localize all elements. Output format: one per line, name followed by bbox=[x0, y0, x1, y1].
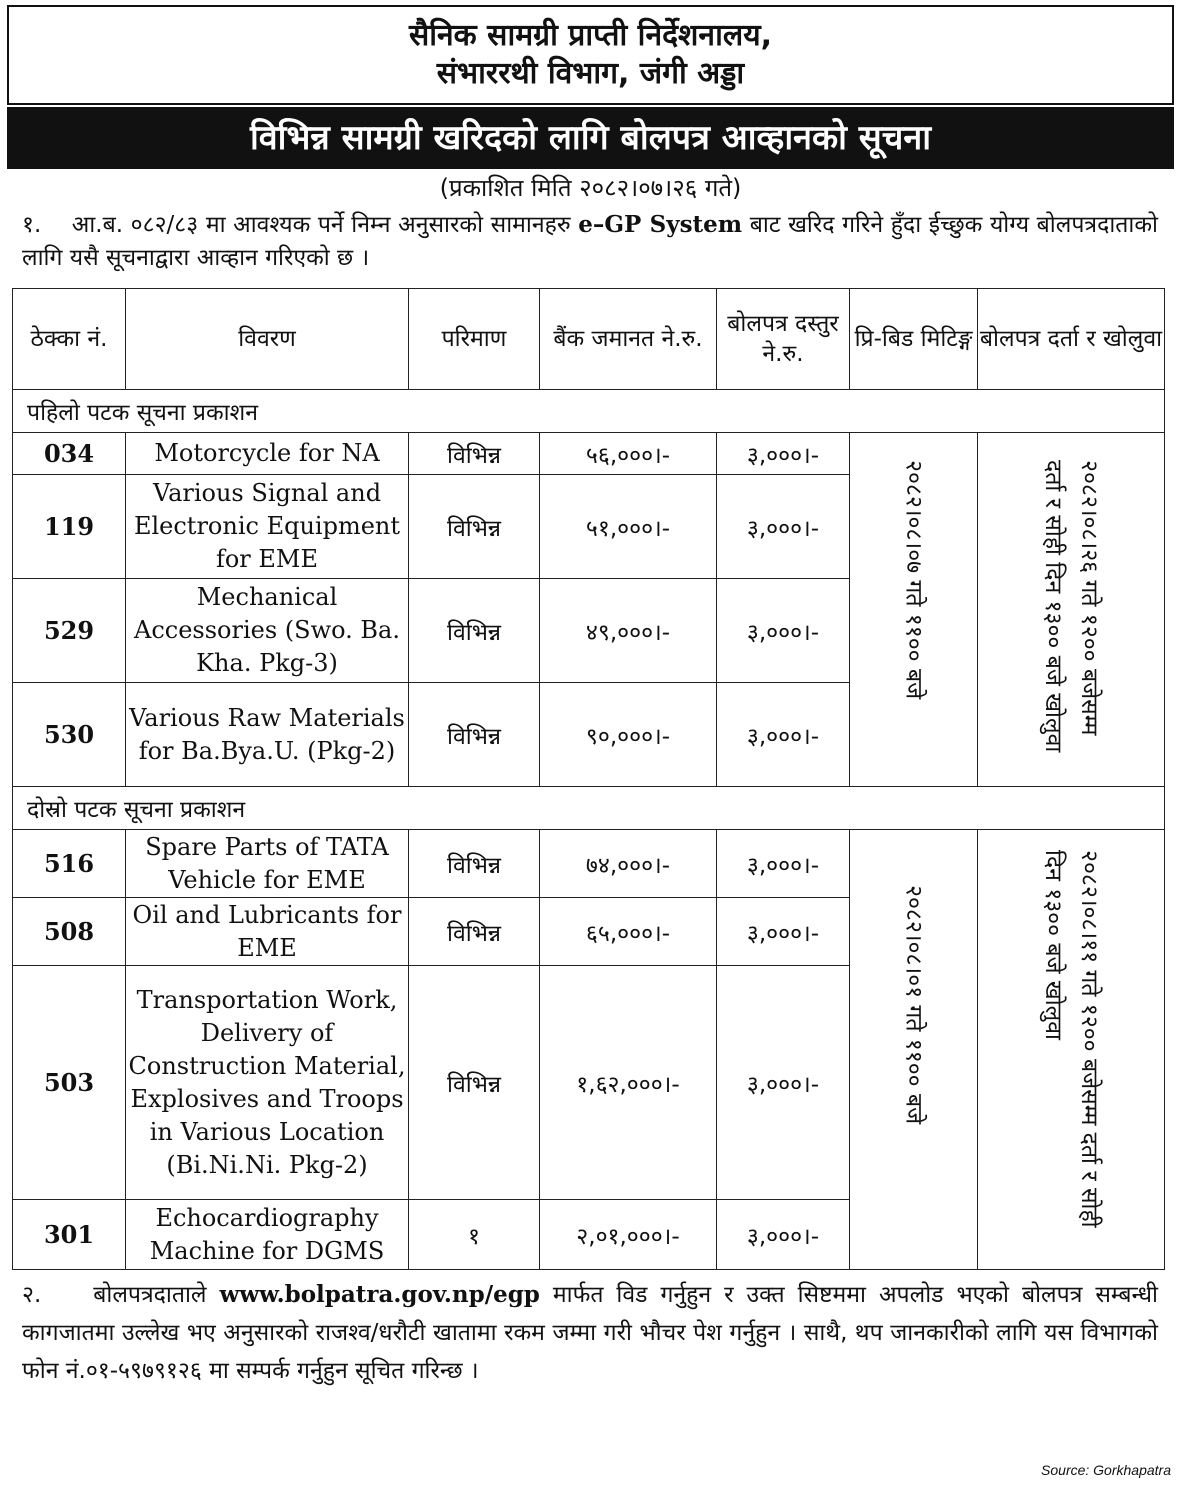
section-title-first: पहिलो पटक सूचना प्रकाशन bbox=[13, 390, 1165, 433]
footer-number: २. bbox=[22, 1282, 42, 1308]
tender-quantity: विभिन्न bbox=[409, 898, 540, 966]
tender-bid-fee: ३,०००।- bbox=[717, 433, 850, 475]
intro-system: e–GP System bbox=[578, 211, 743, 238]
tender-bid-fee: ३,०००।- bbox=[717, 475, 850, 579]
header-submission: बोलपत्र दर्ता र खोलुवा bbox=[978, 289, 1165, 390]
tender-no: 119 bbox=[13, 475, 126, 579]
org-line-1: सैनिक सामग्री प्राप्ती निर्देशनालय, bbox=[408, 18, 772, 53]
tender-bank-guarantee: ६५,०००।- bbox=[540, 898, 717, 966]
tender-description: Various Raw Materials for Ba.Bya.U. (Pkg-2) bbox=[126, 683, 409, 787]
tender-no: 530 bbox=[13, 683, 126, 787]
submission-cell-second bbox=[978, 830, 1165, 1270]
section-row bbox=[13, 390, 1165, 433]
tender-description: Mechanical Accessories (Swo. Ba. Kha. Pkg-3) bbox=[126, 579, 409, 683]
tender-bid-fee: ३,०००।- bbox=[717, 683, 850, 787]
header-tender-no: ठेक्का नं. bbox=[13, 289, 126, 390]
intro-text-after: बाट खरिद गरिने हुँदा ईच्छुक योग्य बोलपत्रदाताको लागि यसै सूचनाद्वारा आव्हान गरिएको छ । bbox=[22, 212, 1158, 271]
intro-text-before: आ.ब. ०८२/८३ मा आवश्यक पर्ने निम्न अनुसारको सामानहरु bbox=[71, 212, 571, 238]
header-bank-guarantee: बैंक जमानत ने.रु. bbox=[540, 289, 717, 390]
section-title-second: दोस्रो पटक सूचना प्रकाशन bbox=[13, 787, 1165, 830]
header-description: विवरण bbox=[126, 289, 409, 390]
tender-no: 503 bbox=[13, 966, 126, 1200]
section-row bbox=[13, 787, 1165, 830]
intro-number: १. bbox=[22, 212, 42, 238]
tender-description: Various Signal and Electronic Equipment for EME bbox=[126, 475, 409, 579]
submission-date-second: २०८२।०८।११ गते १२०० बजेसम्म दर्ता र सोही दिन १३०० बजे खोलुवा bbox=[1040, 849, 1102, 1228]
tender-description: Spare Parts of TATA Vehicle for EME bbox=[126, 830, 409, 898]
tender-bank-guarantee: २,०१,०००।- bbox=[540, 1200, 717, 1270]
prebid-cell-first bbox=[850, 433, 978, 787]
table-header-row bbox=[13, 289, 1165, 390]
tender-quantity: विभिन्न bbox=[409, 966, 540, 1200]
submission-cell-first bbox=[978, 433, 1165, 787]
tender-description: Oil and Lubricants for EME bbox=[126, 898, 409, 966]
published-date: (प्रकाशित मिति २०८२।०७।२६ गते) bbox=[439, 174, 742, 202]
table-row bbox=[13, 433, 1165, 475]
tender-quantity: विभिन्न bbox=[409, 830, 540, 898]
tender-bid-fee: ३,०००।- bbox=[717, 1200, 850, 1270]
footer-text-before: बोलपत्रदाताले bbox=[93, 1282, 207, 1308]
tender-quantity: विभिन्न bbox=[409, 579, 540, 683]
tender-no: 508 bbox=[13, 898, 126, 966]
prebid-date-first: २०८२।०८।०७ गते ११०० बजे bbox=[900, 459, 927, 699]
footer-text-after: मार्फत विड गर्नुहुन र उक्त सिष्टममा अपलोड भएको बोलपत्र सम्बन्धी कागजातमा उल्लेख भए अनुसारको राजश्व/धरौटी खातामा रकम जम्मा गरी भौचर पेश गर्नुहुन । साथै, थप जानकारीको लागि यस विभागको फोन नं.०१-५९७९१२६ मा सम्पर्क गर्नुहुन सूचित गरिन्छ । bbox=[22, 1282, 1159, 1384]
header-box bbox=[7, 5, 1174, 105]
tender-bid-fee: ३,०००।- bbox=[717, 830, 850, 898]
tender-bank-guarantee: ९०,०००।- bbox=[540, 683, 717, 787]
tender-bid-fee: ३,०००।- bbox=[717, 898, 850, 966]
tender-bank-guarantee: ५१,०००।- bbox=[540, 475, 717, 579]
tender-no: 516 bbox=[13, 830, 126, 898]
prebid-date-second: २०८२।०८।०१ गते ११०० बजे bbox=[900, 884, 927, 1124]
tender-bank-guarantee: ५६,०००।- bbox=[540, 433, 717, 475]
tender-bid-fee: ३,०००।- bbox=[717, 966, 850, 1200]
footer-paragraph bbox=[22, 1276, 1158, 1390]
org-line-2: संभाररथी विभाग, जंगी अड्डा bbox=[436, 56, 745, 91]
prebid-cell-second bbox=[850, 830, 978, 1270]
tender-quantity: विभिन्न bbox=[409, 433, 540, 475]
tender-description: Motorcycle for NA bbox=[126, 433, 409, 475]
tender-quantity: विभिन्न bbox=[409, 683, 540, 787]
tender-bank-guarantee: ७४,०००।- bbox=[540, 830, 717, 898]
tender-bank-guarantee: ४९,०००।- bbox=[540, 579, 717, 683]
tender-bank-guarantee: १,६२,०००।- bbox=[540, 966, 717, 1200]
header-prebid: प्रि-बिड मिटिङ्ग bbox=[850, 289, 978, 390]
intro-paragraph bbox=[22, 208, 1158, 275]
tender-bid-fee: ३,०००।- bbox=[717, 579, 850, 683]
tender-description: Transportation Work, Delivery of Construction Material, Explosives and Troops in Various Location (Bi.Ni.Ni. Pkg-2) bbox=[126, 966, 409, 1200]
header-bid-fee: बोलपत्र दस्तुर ने.रु. bbox=[717, 289, 850, 390]
tender-no: 529 bbox=[13, 579, 126, 683]
tender-quantity: विभिन्न bbox=[409, 475, 540, 579]
tender-description: Echocardiography Machine for DGMS bbox=[126, 1200, 409, 1270]
notice-title: विभिन्न सामग्री खरिदको लागि बोलपत्र आव्हानको सूचना bbox=[7, 107, 1174, 169]
header-quantity: परिमाण bbox=[409, 289, 540, 390]
source-credit: Source: Gorkhapatra bbox=[1041, 1462, 1171, 1478]
tender-quantity: १ bbox=[409, 1200, 540, 1270]
egp-url-link[interactable]: www.bolpatra.gov.np/egp bbox=[219, 1281, 540, 1308]
submission-date-first: २०८२।०८।२६ गते १२०० बजेसम्म दर्ता र सोही दिन १३०० बजे खोलुवा bbox=[1040, 459, 1102, 752]
tender-no: 301 bbox=[13, 1200, 126, 1270]
tender-table bbox=[12, 288, 1165, 1270]
table-row bbox=[13, 830, 1165, 898]
tender-no: 034 bbox=[13, 433, 126, 475]
